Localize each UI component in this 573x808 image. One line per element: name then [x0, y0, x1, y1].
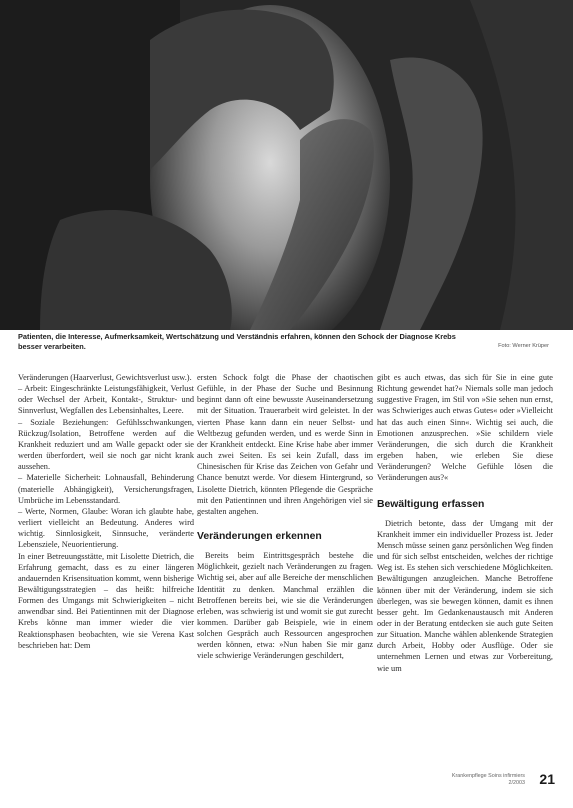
- article-column-2: [197, 372, 373, 662]
- article-column-1: [18, 372, 194, 651]
- paragraph: – Soziale Beziehungen: Gefühlsschwankungen, Rückzug/Isolation, Betroffene werden auf die Krankheit reduziert und am Walle gepackt oder sie werden überfordert, weil sie noch gar nicht krank aussehen.: [18, 417, 194, 472]
- paragraph: Dietrich betonte, dass der Umgang mit der Krankheit immer ein individueller Prozess ist. Jeder Mensch müsse seinen ganz persönlichen Weg finden und für sich selbst entscheiden, welches der richtige Weg ist. Es stehen sich verschiedene Möglichkeiten. Bewältigungen anzugleichen. Manche Betroffene können über mit der Veränderung, indem sie sich überlegen, was sie bewegen können, damit es ihnen besser geht. Im Gedankenaustausch mit Anderen oder in der Beratung entdecken sie auch gute Seiten zur Situation. Manche wählen ablenkende Strategien durch Arbeit, Hobby oder Ausflüge. Oder sie unternehmen Lernen und etwas zur Vorbereitung, wie um: [377, 518, 553, 673]
- paragraph: – Arbeit: Eingeschränkte Leistungsfähigkeit, Verlust oder Wechsel der Arbeit, Kontakt-, Struktur- und Sinnverlust, Wegfallen des Lebensinhaltes, Leere.: [18, 384, 194, 416]
- paragraph: Veränderungen (Haarverlust, Gewichtsverlust usw.).: [18, 373, 192, 382]
- journal-footer: [435, 773, 525, 787]
- page-number: 21: [539, 771, 555, 787]
- paragraph: ersten Schock folgt die Phase der chaotischen Gefühle, in der Phase der Suche und Besinnung beginnt dann oft eine bewusste Auseinandersetzung mit der Situation. Trauerarbeit wird geleistet. In der vierten Phase kann dann ein neuer Selbst- und Weltbezug gefunden werden, und es werde Sinn in der Krankheit entdeckt. Eine Krise habe aber immer auch zwei Seiten. Es sei kein Zufall, dass im Chinesischen für Krise das Zeichen von Gefahr und Chance benutzt werde. Vor diesem Hintergrund, so Lisolette Dietrich, könnten Pflegende die Gespräche mit den Patientinnen und ihren Angehörigen viel sie gestalten angehen.: [197, 373, 373, 516]
- photo-credit: Foto: Werner Krüper: [498, 343, 549, 349]
- section-heading: Bewältigung erfassen: [377, 498, 485, 510]
- journal-issue: 2/2003: [508, 780, 525, 786]
- caption-line-1: Patienten, die Interesse, Aufmerksamkeit, Wertschätzung und Verständnis erfahren, können den Schock der Diagnose Krebs: [18, 332, 456, 341]
- paragraph: – Werte, Normen, Glaube: Woran ich glaubte habe, verliert vielleicht an Bedeutung. Anderes wird wichtig. Sinnlosigkeit, Sinnsuche, veränderte Lebensziele, Neuorientierung.: [18, 506, 194, 550]
- article-column-3: [377, 372, 553, 674]
- paragraph: Bereits beim Eintrittsgespräch bestehe die Möglichkeit, gezielt nach Veränderungen zu fragen. Wichtig sei, aber auf alle Bereiche der menschlichen Identität zu denken. Manchmal erzählen die Betroffenen bereits bei, wie sie die Veränderungen erleben, was schwierig ist und womit sie gut zurecht kommen. Darüber gab Beispiele, wie in einem solchen Gespräch auch Ressourcen angesprochen werden können, etwa: »Nun haben Sie mir ganz viele schwierige Veränderungen geschildert,: [197, 551, 373, 661]
- article-photo: [0, 0, 573, 330]
- photo-caption: [18, 332, 558, 352]
- paragraph: – Materielle Sicherheit: Lohnausfall, Behinderung (materielle Abhängigkeit), Versicherungsfragen, Umbrüche im Lebensstandard.: [18, 473, 194, 505]
- journal-name: Krankenpflege Soins infirmiers: [451, 773, 525, 779]
- paragraph: In einer Betreuungsstätte, mit Lisolette Dietrich, die Erfahrung gemacht, dass es zu einer längeren andauernden Krisensituation kommt, wenn bisherige Bewältigungsstrategien – das heißt: hilfreiche Formen des Umgangs mit Schwierigkeiten – nicht anwendbar sind. Bei Patientinnen mit der Diagnose Krebs könne man immer wieder die vier Reaktionsphasen beobachten, wie sie Verena Kast beschrieben hat: Dem: [18, 551, 194, 650]
- paragraph: gibt es auch etwas, das sich für Sie in eine gute Richtung gewendet hat?« Niemals solle man jedoch suggestive Fragen, im Stil von »Sie sehen nun ernst, was Schwieriges auch etwas Gutes« oder »Vielleicht hat das auch einen Sinn«. Wichtig sei auch, die Emotionen anzusprechen. »Sie schildern viele Veränderungen, die sich durch die Krankheit ergeben haben, wie erleben Sie diese Veränderungen? Welche Gefühle lösen die Veränderungen aus?«: [377, 373, 553, 483]
- caption-line-2: besser verarbeiten.: [18, 342, 86, 351]
- section-heading: Veränderungen erkennen: [197, 531, 322, 543]
- photo-illustration: [0, 0, 573, 330]
